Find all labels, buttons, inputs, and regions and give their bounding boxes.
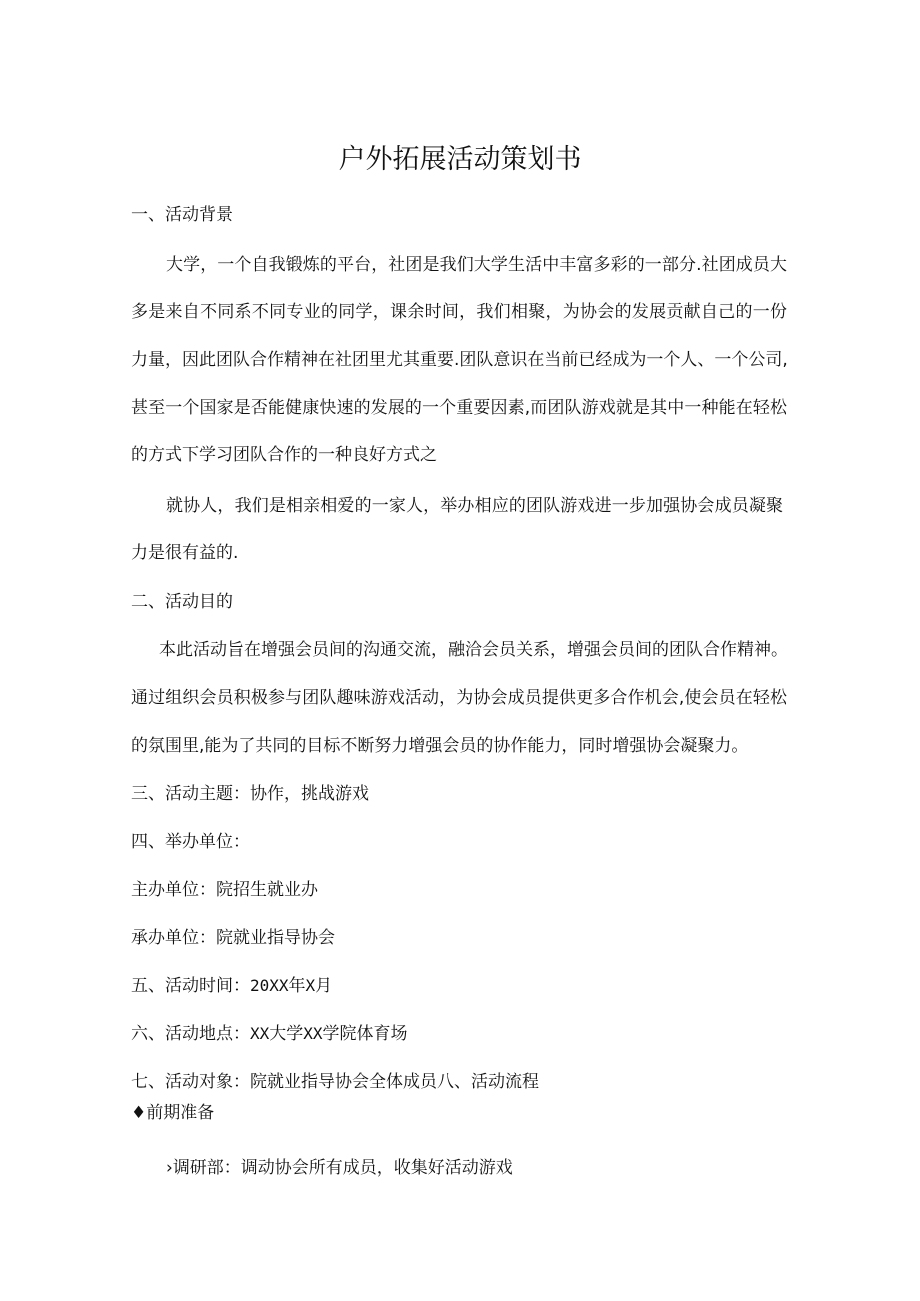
location-row: [131, 1022, 408, 1046]
location-university: 大学: [269, 1024, 304, 1044]
time-year-unit: 年: [288, 976, 306, 996]
time-label: 五、活动时间：: [131, 976, 250, 996]
location-venue: 学院体育场: [322, 1024, 408, 1044]
purpose-paragraph-line: 通过组织会员积极参与团队趣味游戏活动，为协会成员提供更多合作机会,使会员在轻松: [131, 688, 787, 708]
research-text: 调研部：调动协会所有成员，收集好活动游戏: [172, 1158, 513, 1178]
document-title: 户外拓展活动策划书: [338, 144, 582, 175]
diamond-bullet-icon: ♦: [131, 1103, 147, 1123]
purpose-paragraph-line: 的氛围里,能为了共同的目标不断努力增强会员的协作能力，同时增强协会凝聚力。: [131, 736, 749, 756]
research-row: [166, 1156, 513, 1180]
time-year: 20XX: [250, 976, 289, 995]
location-placeholder-1: XX: [250, 1024, 270, 1043]
section-2-heading: 二、活动目的: [131, 592, 233, 612]
time-row: [131, 974, 332, 998]
prep-row: [131, 1101, 214, 1125]
location-label: 六、活动地点：: [131, 1024, 250, 1044]
theme-row: [131, 782, 369, 806]
background-paragraph-line: 大学，一个自我锻炼的平台，社团是我们大学生活中丰富多彩的一部分.社团成员大: [166, 255, 787, 275]
purpose-paragraph-line: 本此活动旨在增强会员间的沟通交流，融洽会员关系，增强会员间的团队合作精神。: [159, 640, 788, 660]
arrow-bullet-icon: ›: [166, 1158, 173, 1178]
theme-label: 三、活动主题：: [131, 784, 250, 804]
organizer-row: [131, 926, 335, 950]
organizer-value: 院就业指导协会: [216, 928, 335, 948]
host-label: 主办单位：: [131, 880, 216, 900]
background-paragraph-line: 的方式下学习团队合作的一种良好方式之: [131, 445, 437, 465]
organizer-label: 承办单位：: [131, 928, 216, 948]
host-value: 院招生就业办: [216, 880, 318, 900]
location-placeholder-2: XX: [303, 1024, 323, 1043]
background-paragraph-2-line: 就协人，我们是相亲相爱的一家人，举办相应的团队游戏进一步加强协会成员凝聚: [166, 496, 783, 516]
background-paragraph-line: 甚至一个国家是否能健康快速的发展的一个重要因素,而团队游戏就是其中一种能在轻松: [131, 398, 787, 418]
audience-row: 七、活动对象：院就业指导协会全体成员八、活动流程: [131, 1072, 539, 1092]
time-month: X: [305, 976, 316, 995]
background-paragraph-2-line: 力是很有益的.: [131, 543, 239, 563]
background-paragraph-line: 力量，因此团队合作精神在社团里尤其重要.团队意识在当前已经成为一个人、一个公司,: [131, 350, 788, 370]
host-row: [131, 878, 318, 902]
section-1-heading: 一、活动背景: [131, 205, 233, 225]
prep-label: 前期准备: [146, 1103, 215, 1123]
section-4-heading: 四、举办单位：: [131, 832, 250, 852]
theme-value: 协作，挑战游戏: [250, 784, 369, 804]
time-month-unit: 月: [315, 976, 333, 996]
background-paragraph-line: 多是来自不同系不同专业的同学，课余时间，我们相聚，为协会的发展贡献自己的一份: [131, 302, 787, 322]
